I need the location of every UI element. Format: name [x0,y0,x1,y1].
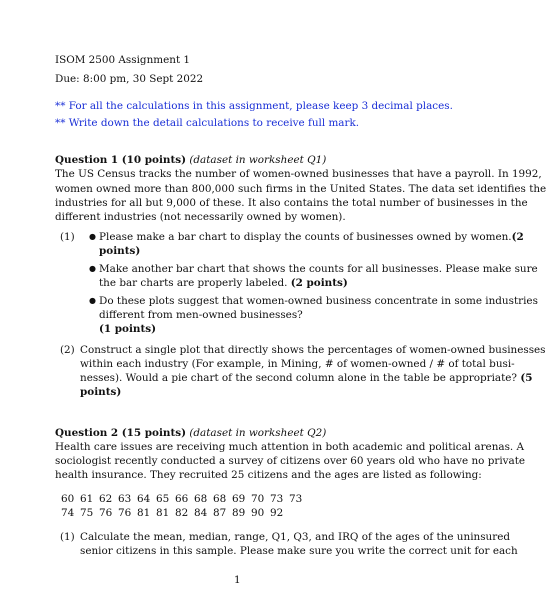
age-value: 82 [175,507,189,519]
q2-part-1-label: (1) [60,531,75,543]
age-value: 87 [213,507,227,519]
age-value: 92 [270,507,284,519]
age-value: 73 [270,493,284,505]
q1-part-1-label: (1) [60,231,75,243]
age-value: 66 [175,493,189,505]
age-value: 89 [232,507,246,519]
note-detail-calculations: ** Write down the detail calculations to receive full mark. [55,117,360,129]
age-value: 65 [156,493,170,505]
question-2-heading [55,426,326,440]
question-2-title: Question 2 (15 points) [55,427,187,439]
age-value: 74 [61,507,75,519]
age-value: 73 [289,493,303,505]
q1-bullet-2-line-2: the bar charts are properly labeled. (2 points) [99,277,348,289]
q1-bullet-1-points: points) [99,245,141,257]
question-1-para-line: industries for all but 9,000 of these. It also contains the total number of businesses in the [55,197,528,209]
age-value: 68 [213,493,227,505]
q2-part-1-line-2: senior citizens in this sample. Please make sure you write the correct unit for each [80,545,518,557]
q1-part-2-points: points) [80,386,122,398]
age-value: 63 [118,493,132,505]
age-value: 84 [194,507,208,519]
q1-bullet-1-line-1: Please make a bar chart to display the counts of businesses owned by women.(2 [99,231,524,243]
age-value: 81 [137,507,151,519]
age-value: 90 [251,507,265,519]
age-value: 81 [156,507,170,519]
q1-bullet-2-line-1: Make another bar chart that shows the counts for all businesses. Please make sure [99,263,538,275]
question-2-dataset: (dataset in worksheet Q2) [189,427,327,439]
bullet-marker: ● [89,296,96,305]
age-value: 75 [80,507,94,519]
q1-bullet-3-line-2: different from men-owned businesses? [99,309,303,321]
age-value: 68 [194,493,208,505]
age-value: 76 [99,507,113,519]
bullet-marker: ● [89,232,96,241]
q1-bullet-3-line-1: Do these plots suggest that women-owned business concentrate in some industries [99,295,538,307]
age-value: 76 [118,507,132,519]
age-value: 61 [80,493,94,505]
question-2-para-line: health insurance. They recruited 25 citizens and the ages are listed as following: [55,469,482,481]
due-date: Due: 8:00 pm, 30 Sept 2022 [55,73,204,85]
age-value: 69 [232,493,246,505]
q1-part-2-line-3: nesses). Would a pie chart of the second column alone in the table be appropriate? (5 [80,372,533,384]
q1-part-2-line-1: Construct a single plot that directly shows the percentages of women-owned businesses [80,344,546,356]
question-1-dataset: (dataset in worksheet Q1) [189,154,327,166]
question-1-title: Question 1 (10 points) [55,154,187,166]
note-decimal-places: ** For all the calculations in this assignment, please keep 3 decimal places. [55,100,453,112]
question-2-para-line: Health care issues are receiving much attention in both academic and political arenas. A [55,441,525,453]
age-value: 60 [61,493,75,505]
q1-part-2-label: (2) [60,344,75,356]
question-2-para-line: sociologist recently conducted a survey of citizens over 60 years old who have no private [55,455,526,467]
q1-bullet-3-points: (1 points) [99,323,157,335]
age-value: 62 [99,493,113,505]
bullet-marker: ● [89,264,96,273]
q2-part-1-line-1: Calculate the mean, median, range, Q1, Q3, and IRQ of the ages of the uninsured [80,531,510,543]
question-1-heading [55,153,326,167]
q1-part-2-line-2: within each industry (For example, in Mining, # of women-owned / # of total busi- [80,358,515,370]
course-title: ISOM 2500 Assignment 1 [55,54,191,66]
age-value: 64 [137,493,151,505]
question-1-para-line: women owned more than 800,000 such firms in the United States. The data set identifies the [55,183,546,195]
question-1-para-line: The US Census tracks the number of women-owned businesses that have a payroll. In 1992, [55,168,542,180]
question-1-para-line: different industries (not necessarily owned by women). [55,211,346,223]
page-number: 1 [234,574,241,586]
age-value: 70 [251,493,265,505]
